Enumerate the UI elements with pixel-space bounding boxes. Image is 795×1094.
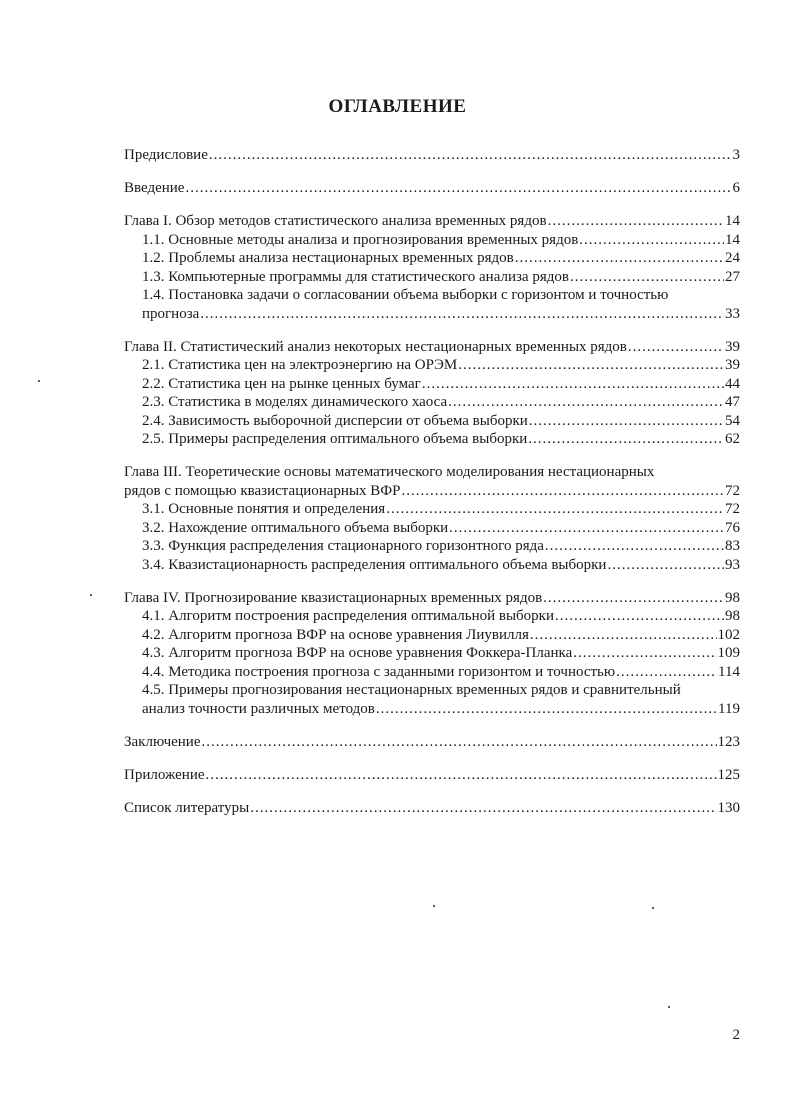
toc-entry-label: Заключение	[124, 733, 201, 750]
toc-entry-conclusion[interactable]	[124, 733, 740, 752]
toc-section-3-1[interactable]	[124, 500, 740, 519]
dot-leader	[386, 500, 724, 519]
dot-leader	[555, 607, 724, 626]
dot-leader	[448, 393, 724, 412]
dot-leader	[573, 644, 716, 663]
toc-entry-intro[interactable]	[124, 179, 740, 198]
toc-entry-label: 2.1. Статистика цен на электроэнергию на ОРЭМ	[142, 357, 458, 373]
toc-section-1-4[interactable]	[124, 286, 740, 323]
toc-entry-label: Глава IV. Прогнозирование квазистационарных временных рядов	[124, 589, 543, 606]
toc-entry-page: 114	[718, 663, 740, 680]
toc-entry-label: 4.3. Алгоритм прогноза ВФР на основе уравнения Фоккера-Планка	[142, 645, 573, 661]
toc-entry-label: 4.4. Методика построения прогноза с заданными горизонтом и точностью	[142, 663, 616, 680]
toc-entry-label-line1: 1.4. Постановка задачи о согласовании объема выборки с горизонтом и точностью	[142, 287, 669, 303]
table-of-contents	[124, 146, 740, 817]
toc-entry-label: 3.1. Основные понятия и определения	[142, 501, 386, 517]
toc-entry-label: 3.4. Квазистационарность распределения оптимального объема выборки	[142, 556, 607, 573]
toc-entry-page: 3	[732, 147, 740, 163]
dot-leader	[209, 146, 732, 165]
dot-leader	[250, 799, 716, 818]
page-number: 2	[732, 1027, 740, 1043]
toc-section-2-4[interactable]	[124, 412, 740, 431]
dot-leader	[607, 556, 724, 575]
dot-leader	[449, 519, 724, 538]
dot-leader	[570, 268, 724, 287]
toc-entry-label: Список литературы	[124, 799, 250, 816]
toc-entry-page: 83	[725, 538, 740, 554]
page-title: ОГЛАВЛЕНИЕ	[328, 96, 467, 117]
dot-leader	[185, 179, 731, 198]
scan-speck	[433, 905, 435, 907]
toc-entry-page: 98	[725, 589, 740, 606]
toc-entry-page: 123	[717, 733, 740, 750]
dot-leader	[530, 626, 717, 645]
toc-entry-label: 4.1. Алгоритм построения распределения оптимальной выборки	[142, 608, 554, 624]
toc-entry-page: 27	[725, 268, 740, 285]
scan-speck	[668, 1006, 670, 1008]
toc-entry-page: 6	[732, 180, 740, 196]
toc-entry-label: 1.2. Проблемы анализа нестационарных временных рядов	[142, 250, 514, 266]
scan-speck	[90, 594, 92, 596]
toc-entry-label: 3.2. Нахождение оптимального объема выборки	[142, 519, 449, 536]
dot-leader	[616, 663, 717, 682]
toc-section-4-2[interactable]	[124, 626, 740, 645]
dot-leader	[579, 231, 724, 250]
toc-section-2-3[interactable]	[124, 393, 740, 412]
dot-leader	[200, 305, 724, 324]
toc-section-4-1[interactable]	[124, 607, 740, 626]
toc-chapter-1[interactable]	[124, 212, 740, 231]
toc-entry-label: 1.3. Компьютерные программы для статистического анализа рядов	[142, 268, 569, 285]
toc-entry-page: 119	[718, 700, 740, 717]
toc-entry-label: Глава II. Статистический анализ некоторых нестационарных временных рядов	[124, 338, 627, 355]
toc-section-4-5[interactable]	[124, 681, 740, 718]
toc-entry-preface[interactable]	[124, 146, 740, 165]
toc-section-4-4[interactable]	[124, 663, 740, 682]
toc-entry-page: 76	[725, 519, 740, 536]
toc-chapter-2[interactable]	[124, 338, 740, 357]
toc-entry-label: Предисловие	[124, 147, 208, 163]
toc-section-3-3[interactable]	[124, 537, 740, 556]
dot-leader	[202, 733, 717, 752]
toc-entry-page: 125	[717, 766, 740, 783]
toc-entry-page: 93	[725, 556, 740, 573]
toc-entry-bibliography[interactable]	[124, 799, 740, 818]
toc-entry-page: 102	[717, 626, 740, 643]
dot-leader	[515, 249, 724, 268]
toc-entry-page: 72	[725, 501, 740, 517]
toc-entry-label: Введение	[124, 180, 185, 196]
toc-chapter-3[interactable]	[124, 463, 740, 500]
toc-entry-page: 33	[725, 305, 740, 322]
toc-entry-page: 44	[725, 375, 740, 392]
toc-section-1-1[interactable]	[124, 231, 740, 250]
toc-entry-label: Глава I. Обзор методов статистического анализа временных рядов	[124, 213, 547, 229]
dot-leader	[548, 212, 724, 231]
toc-entry-label-line1: Глава III. Теоретические основы математического моделирования нестационарных	[124, 464, 655, 480]
dot-leader	[543, 589, 724, 608]
dot-leader	[628, 338, 724, 357]
toc-entry-label-line2: прогноза	[142, 305, 200, 322]
toc-entry-label-line2: рядов с помощью квазистационарных ВФР	[124, 482, 401, 499]
toc-entry-page: 98	[725, 608, 740, 624]
toc-entry-page: 47	[725, 394, 740, 410]
toc-entry-label: 2.4. Зависимость выборочной дисперсии от объема выборки	[142, 412, 528, 429]
toc-entry-label: 4.2. Алгоритм прогноза ВФР на основе уравнения Лиувилля	[142, 626, 529, 643]
toc-entry-page: 72	[725, 482, 740, 499]
toc-entry-page: 109	[717, 645, 740, 661]
toc-entry-label: 3.3. Функция распределения стационарного горизонтного ряда	[142, 538, 544, 554]
toc-entry-page: 14	[725, 231, 740, 248]
toc-entry-page: 14	[725, 213, 740, 229]
toc-chapter-4[interactable]	[124, 589, 740, 608]
dot-leader	[545, 537, 724, 556]
toc-entry-page: 62	[725, 431, 740, 447]
toc-entry-label: 1.1. Основные методы анализа и прогнозирования временных рядов	[142, 231, 579, 248]
toc-section-4-3[interactable]	[124, 644, 740, 663]
toc-section-2-2[interactable]	[124, 375, 740, 394]
toc-section-3-2[interactable]	[124, 519, 740, 538]
scan-speck	[38, 380, 40, 382]
toc-entry-page: 24	[725, 250, 740, 266]
toc-section-1-2[interactable]	[124, 249, 740, 268]
toc-entry-label: 2.2. Статистика цен на рынке ценных бумаг	[142, 375, 421, 392]
dot-leader	[528, 430, 724, 449]
toc-entry-appendix[interactable]	[124, 766, 740, 785]
dot-leader	[529, 412, 724, 431]
dot-leader	[376, 700, 717, 719]
dot-leader	[206, 766, 717, 785]
toc-section-2-5[interactable]	[124, 430, 740, 449]
toc-entry-label: Приложение	[124, 766, 205, 783]
dot-leader	[458, 356, 724, 375]
toc-entry-page: 39	[725, 357, 740, 373]
toc-section-3-4[interactable]	[124, 556, 740, 575]
toc-entry-label: 2.3. Статистика в моделях динамического хаоса	[142, 394, 448, 410]
scan-speck	[652, 907, 654, 909]
toc-entry-page: 130	[717, 799, 740, 816]
toc-entry-page: 39	[725, 338, 740, 355]
toc-section-2-1[interactable]	[124, 356, 740, 375]
toc-entry-label-line1: 4.5. Примеры прогнозирования нестационарных временных рядов и сравнительный	[142, 682, 681, 698]
toc-entry-label-line2: анализ точности различных методов	[142, 700, 375, 717]
toc-entry-label: 2.5. Примеры распределения оптимального объема выборки	[142, 431, 528, 447]
toc-section-1-3[interactable]	[124, 268, 740, 287]
toc-entry-page: 54	[725, 412, 740, 429]
dot-leader	[422, 375, 724, 394]
dot-leader	[401, 482, 724, 501]
